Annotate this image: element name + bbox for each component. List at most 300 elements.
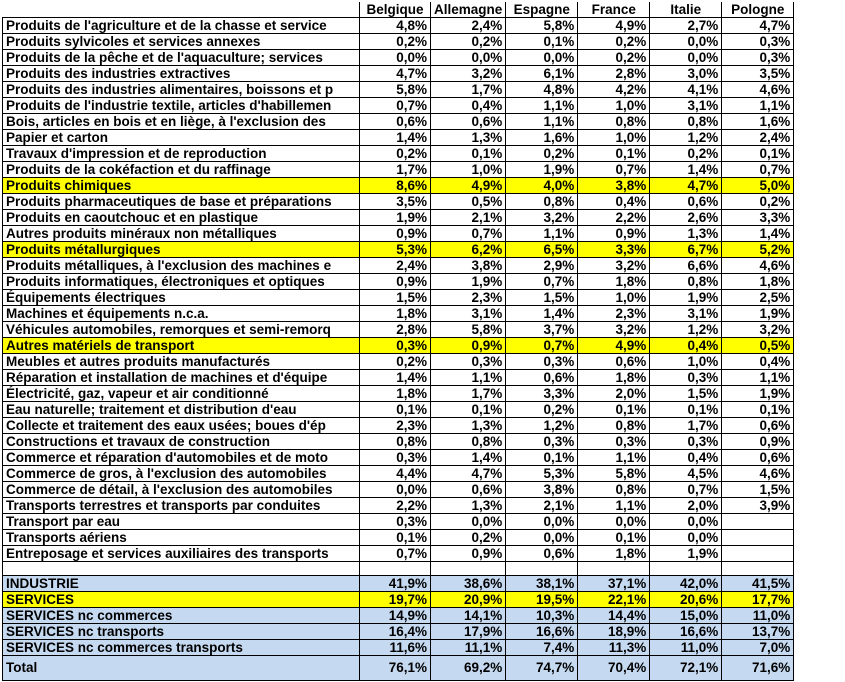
value-cell[interactable]: 1,3% <box>431 418 506 434</box>
row-label-cell[interactable]: Produits de la cokéfaction et du raffinage <box>3 162 360 178</box>
value-cell[interactable]: 1,4% <box>722 226 794 242</box>
value-cell[interactable]: 0,0% <box>578 514 650 530</box>
value-cell[interactable]: 0,0% <box>650 50 722 66</box>
value-cell[interactable]: 4,7% <box>650 178 722 194</box>
value-cell[interactable]: 0,8% <box>650 114 722 130</box>
value-cell[interactable]: 1,4% <box>506 306 578 322</box>
value-cell[interactable]: 0,7% <box>506 274 578 290</box>
value-cell[interactable]: 4,9% <box>578 338 650 354</box>
value-cell[interactable]: 3,7% <box>506 322 578 338</box>
value-cell[interactable]: 2,3% <box>431 290 506 306</box>
value-cell[interactable] <box>431 562 506 576</box>
value-cell[interactable]: 0,8% <box>578 114 650 130</box>
value-cell[interactable]: 0,4% <box>650 338 722 354</box>
value-cell[interactable]: 1,4% <box>360 130 431 146</box>
value-cell[interactable]: 0,2% <box>360 34 431 50</box>
row-label-cell[interactable]: Produits de la pêche et de l'aquaculture; services <box>3 50 360 66</box>
value-cell[interactable]: 5,3% <box>506 466 578 482</box>
value-cell[interactable] <box>360 562 431 576</box>
row-label-cell[interactable]: Total <box>3 656 360 681</box>
value-cell[interactable]: 0,4% <box>431 98 506 114</box>
value-cell[interactable]: 11,6% <box>360 640 431 656</box>
value-cell[interactable]: 3,2% <box>578 258 650 274</box>
row-label-cell[interactable]: SERVICES nc commerces <box>3 608 360 624</box>
value-cell[interactable]: 0,2% <box>722 194 794 210</box>
row-label-cell[interactable]: Produits de l'industrie textile, articles d'habillemen <box>3 98 360 114</box>
value-cell[interactable]: 37,1% <box>578 576 650 592</box>
value-cell[interactable]: 0,7% <box>578 162 650 178</box>
value-cell[interactable]: 2,2% <box>578 210 650 226</box>
value-cell[interactable]: 72,1% <box>650 656 722 681</box>
row-label-cell[interactable]: SERVICES nc commerces transports <box>3 640 360 656</box>
value-cell[interactable]: 15,0% <box>650 608 722 624</box>
value-cell[interactable]: 3,1% <box>431 306 506 322</box>
value-cell[interactable]: 0,1% <box>431 146 506 162</box>
value-cell[interactable]: 1,8% <box>578 370 650 386</box>
value-cell[interactable]: 1,7% <box>431 82 506 98</box>
value-cell[interactable]: 1,3% <box>650 226 722 242</box>
value-cell[interactable]: 0,1% <box>506 34 578 50</box>
value-cell[interactable]: 0,1% <box>578 402 650 418</box>
value-cell[interactable]: 70,4% <box>578 656 650 681</box>
value-cell[interactable]: 4,2% <box>578 82 650 98</box>
value-cell[interactable]: 0,9% <box>431 546 506 562</box>
value-cell[interactable]: 5,8% <box>578 466 650 482</box>
value-cell[interactable]: 0,8% <box>650 274 722 290</box>
value-cell[interactable]: 2,8% <box>360 322 431 338</box>
value-cell[interactable]: 0,0% <box>360 50 431 66</box>
value-cell[interactable]: 3,2% <box>506 210 578 226</box>
value-cell[interactable]: 14,1% <box>431 608 506 624</box>
value-cell[interactable]: 17,9% <box>431 624 506 640</box>
value-cell[interactable]: 1,7% <box>360 162 431 178</box>
value-cell[interactable]: 0,9% <box>431 338 506 354</box>
value-cell[interactable]: 76,1% <box>360 656 431 681</box>
row-label-cell[interactable]: Produits pharmaceutiques de base et préparations <box>3 194 360 210</box>
value-cell[interactable]: 2,9% <box>506 258 578 274</box>
value-cell[interactable]: 0,1% <box>578 146 650 162</box>
value-cell[interactable]: 1,8% <box>578 274 650 290</box>
value-cell[interactable]: 3,3% <box>578 242 650 258</box>
value-cell[interactable]: 0,6% <box>360 114 431 130</box>
column-header[interactable]: Italie <box>650 2 722 18</box>
value-cell[interactable]: 41,5% <box>722 576 794 592</box>
value-cell[interactable]: 2,7% <box>650 18 722 34</box>
value-cell[interactable]: 0,6% <box>431 114 506 130</box>
value-cell[interactable]: 3,1% <box>650 98 722 114</box>
value-cell[interactable]: 1,9% <box>506 162 578 178</box>
value-cell[interactable]: 4,7% <box>722 18 794 34</box>
value-cell[interactable]: 0,9% <box>722 434 794 450</box>
row-label-cell[interactable]: Transports aériens <box>3 530 360 546</box>
row-label-cell[interactable]: Papier et carton <box>3 130 360 146</box>
value-cell[interactable]: 2,4% <box>360 258 431 274</box>
value-cell[interactable]: 11,1% <box>431 640 506 656</box>
row-label-cell[interactable]: SERVICES <box>3 592 360 608</box>
value-cell[interactable]: 0,8% <box>360 434 431 450</box>
value-cell[interactable]: 0,6% <box>506 546 578 562</box>
value-cell[interactable]: 3,8% <box>578 178 650 194</box>
value-cell[interactable]: 1,5% <box>650 386 722 402</box>
value-cell[interactable]: 4,9% <box>578 18 650 34</box>
value-cell[interactable]: 71,6% <box>722 656 794 681</box>
table-row <box>3 178 794 194</box>
value-cell[interactable]: 5,0% <box>722 178 794 194</box>
value-cell[interactable]: 2,8% <box>578 66 650 82</box>
row-label-cell[interactable]: Travaux d'impression et de reproduction <box>3 146 360 162</box>
value-cell[interactable]: 0,2% <box>650 146 722 162</box>
row-label-cell[interactable]: INDUSTRIE <box>3 576 360 592</box>
value-cell[interactable]: 17,7% <box>722 592 794 608</box>
value-cell[interactable]: 3,5% <box>722 66 794 82</box>
value-cell[interactable]: 1,4% <box>431 450 506 466</box>
value-cell[interactable]: 3,2% <box>431 66 506 82</box>
row-label-cell[interactable]: Machines et équipements n.c.a. <box>3 306 360 322</box>
value-cell[interactable]: 0,1% <box>360 402 431 418</box>
value-cell[interactable]: 3,3% <box>722 210 794 226</box>
value-cell[interactable]: 1,3% <box>431 130 506 146</box>
row-label-cell[interactable]: Produits des industries extractives <box>3 66 360 82</box>
value-cell[interactable]: 19,5% <box>506 592 578 608</box>
column-header[interactable]: Allemagne <box>431 2 506 18</box>
value-cell[interactable]: 0,2% <box>360 354 431 370</box>
value-cell[interactable]: 1,7% <box>431 386 506 402</box>
value-cell[interactable]: 0,2% <box>431 530 506 546</box>
value-cell[interactable]: 3,9% <box>722 498 794 514</box>
value-cell[interactable]: 3,1% <box>650 306 722 322</box>
value-cell[interactable]: 0,3% <box>360 514 431 530</box>
value-cell[interactable]: 1,1% <box>431 370 506 386</box>
value-cell[interactable]: 0,8% <box>578 482 650 498</box>
value-cell[interactable]: 20,6% <box>650 592 722 608</box>
value-cell[interactable]: 6,6% <box>650 258 722 274</box>
value-cell[interactable]: 1,6% <box>722 114 794 130</box>
value-cell[interactable]: 0,9% <box>360 226 431 242</box>
value-cell[interactable]: 2,1% <box>431 210 506 226</box>
value-cell[interactable]: 0,0% <box>650 530 722 546</box>
row-label-cell[interactable]: Réparation et installation de machines et d'équipe <box>3 370 360 386</box>
value-cell[interactable]: 0,3% <box>360 450 431 466</box>
value-cell[interactable]: 0,8% <box>578 418 650 434</box>
value-cell[interactable]: 0,8% <box>506 194 578 210</box>
row-label-cell[interactable]: Commerce de gros, à l'exclusion des automobiles <box>3 466 360 482</box>
value-cell[interactable]: 1,4% <box>360 370 431 386</box>
value-cell[interactable]: 7,4% <box>506 640 578 656</box>
value-cell[interactable]: 1,2% <box>650 322 722 338</box>
value-cell[interactable] <box>722 546 794 562</box>
row-label-cell[interactable]: Véhicules automobiles, remorques et semi-remorq <box>3 322 360 338</box>
value-cell[interactable]: 3,2% <box>578 322 650 338</box>
row-label-cell[interactable]: Produits sylvicoles et services annexes <box>3 34 360 50</box>
value-cell[interactable]: 0,7% <box>506 338 578 354</box>
value-cell[interactable]: 0,7% <box>360 98 431 114</box>
value-cell[interactable]: 20,9% <box>431 592 506 608</box>
row-label-cell[interactable]: Bois, articles en bois et en liège, à l'exclusion des <box>3 114 360 130</box>
value-cell[interactable]: 3,3% <box>506 386 578 402</box>
row-label-cell[interactable]: Entreposage et services auxiliaires des transports <box>3 546 360 562</box>
value-cell[interactable]: 0,3% <box>650 370 722 386</box>
value-cell[interactable]: 3,0% <box>650 66 722 82</box>
value-cell[interactable]: 1,3% <box>431 498 506 514</box>
value-cell[interactable]: 0,4% <box>722 354 794 370</box>
value-cell[interactable]: 0,1% <box>722 402 794 418</box>
value-cell[interactable]: 0,3% <box>722 50 794 66</box>
value-cell[interactable]: 1,0% <box>431 162 506 178</box>
value-cell[interactable]: 0,3% <box>578 434 650 450</box>
value-cell[interactable]: 1,9% <box>722 386 794 402</box>
value-cell[interactable]: 0,7% <box>360 546 431 562</box>
value-cell[interactable]: 4,7% <box>431 466 506 482</box>
value-cell[interactable]: 38,1% <box>506 576 578 592</box>
column-header[interactable]: Pologne <box>722 2 794 18</box>
value-cell[interactable]: 1,5% <box>360 290 431 306</box>
value-cell[interactable]: 11,0% <box>722 608 794 624</box>
value-cell[interactable]: 4,1% <box>650 82 722 98</box>
value-cell[interactable]: 11,0% <box>650 640 722 656</box>
value-cell[interactable]: 0,6% <box>722 450 794 466</box>
row-label-cell[interactable]: Collecte et traitement des eaux usées; boues d'ép <box>3 418 360 434</box>
value-cell[interactable]: 1,8% <box>360 386 431 402</box>
value-cell[interactable]: 0,5% <box>431 194 506 210</box>
value-cell[interactable]: 1,9% <box>650 546 722 562</box>
value-cell[interactable]: 0,2% <box>506 402 578 418</box>
value-cell[interactable]: 1,4% <box>650 162 722 178</box>
value-cell[interactable]: 0,1% <box>722 146 794 162</box>
row-label-cell[interactable]: Constructions et travaux de construction <box>3 434 360 450</box>
value-cell[interactable]: 4,6% <box>722 466 794 482</box>
value-cell[interactable]: 3,8% <box>431 258 506 274</box>
row-label-cell[interactable]: Transport par eau <box>3 514 360 530</box>
table-row <box>3 50 794 66</box>
value-cell[interactable]: 1,0% <box>578 130 650 146</box>
value-cell[interactable]: 1,1% <box>578 498 650 514</box>
row-label-cell[interactable]: Produits métalliques, à l'exclusion des machines e <box>3 258 360 274</box>
value-cell[interactable]: 5,8% <box>360 82 431 98</box>
column-header[interactable]: France <box>578 2 650 18</box>
row-label-cell[interactable]: Transports terrestres et transports par conduites <box>3 498 360 514</box>
value-cell[interactable]: 16,6% <box>506 624 578 640</box>
table-row <box>3 162 794 178</box>
value-cell[interactable]: 0,7% <box>431 226 506 242</box>
value-cell[interactable]: 1,2% <box>650 130 722 146</box>
row-label-cell[interactable]: Électricité, gaz, vapeur et air conditionné <box>3 386 360 402</box>
row-label-cell[interactable]: Produits informatiques, électroniques et optiques <box>3 274 360 290</box>
value-cell[interactable]: 1,1% <box>722 370 794 386</box>
value-cell[interactable]: 0,0% <box>506 514 578 530</box>
row-label-cell[interactable]: Produits chimiques <box>3 178 360 194</box>
value-cell[interactable]: 3,8% <box>506 482 578 498</box>
value-cell[interactable]: 5,2% <box>722 242 794 258</box>
value-cell[interactable]: 1,0% <box>650 354 722 370</box>
value-cell[interactable]: 41,9% <box>360 576 431 592</box>
value-cell[interactable]: 2,5% <box>722 290 794 306</box>
value-cell[interactable]: 1,9% <box>650 290 722 306</box>
value-cell[interactable]: 0,2% <box>578 34 650 50</box>
value-cell[interactable]: 1,8% <box>360 306 431 322</box>
value-cell[interactable]: 38,6% <box>431 576 506 592</box>
value-cell[interactable]: 0,2% <box>431 34 506 50</box>
value-cell[interactable]: 6,5% <box>506 242 578 258</box>
value-cell[interactable]: 14,9% <box>360 608 431 624</box>
value-cell[interactable]: 3,5% <box>360 194 431 210</box>
value-cell[interactable]: 0,4% <box>578 194 650 210</box>
value-cell[interactable]: 0,6% <box>578 354 650 370</box>
value-cell[interactable]: 0,0% <box>650 514 722 530</box>
row-label-cell[interactable]: Meubles et autres produits manufacturés <box>3 354 360 370</box>
value-cell[interactable]: 0,1% <box>360 530 431 546</box>
value-cell[interactable]: 0,3% <box>431 354 506 370</box>
value-cell[interactable]: 5,3% <box>360 242 431 258</box>
value-cell[interactable]: 0,8% <box>431 434 506 450</box>
value-cell[interactable]: 6,1% <box>506 66 578 82</box>
value-cell[interactable]: 11,3% <box>578 640 650 656</box>
row-label-cell[interactable]: Équipements électriques <box>3 290 360 306</box>
value-cell[interactable]: 1,2% <box>506 418 578 434</box>
value-cell[interactable] <box>722 514 794 530</box>
value-cell[interactable]: 2,0% <box>578 386 650 402</box>
value-cell[interactable]: 74,7% <box>506 656 578 681</box>
row-label-cell[interactable]: Autres matériels de transport <box>3 338 360 354</box>
value-cell[interactable]: 0,2% <box>506 146 578 162</box>
value-cell[interactable]: 18,9% <box>578 624 650 640</box>
value-cell[interactable]: 7,0% <box>722 640 794 656</box>
row-label-cell[interactable]: Produits des industries alimentaires, boissons et p <box>3 82 360 98</box>
value-cell[interactable]: 4,7% <box>360 66 431 82</box>
value-cell[interactable]: 1,7% <box>650 418 722 434</box>
value-cell[interactable] <box>650 562 722 576</box>
value-cell[interactable]: 0,4% <box>650 450 722 466</box>
value-cell[interactable]: 0,1% <box>506 450 578 466</box>
value-cell[interactable]: 1,1% <box>506 114 578 130</box>
value-cell[interactable]: 4,5% <box>650 466 722 482</box>
value-cell[interactable]: 4,0% <box>506 178 578 194</box>
value-cell[interactable]: 0,1% <box>650 402 722 418</box>
value-cell[interactable]: 0,9% <box>360 274 431 290</box>
value-cell[interactable]: 1,1% <box>578 450 650 466</box>
header-corner[interactable] <box>3 2 360 18</box>
value-cell[interactable]: 2,3% <box>578 306 650 322</box>
value-cell[interactable]: 2,0% <box>650 498 722 514</box>
value-cell[interactable] <box>722 562 794 576</box>
value-cell[interactable]: 0,3% <box>722 34 794 50</box>
value-cell[interactable]: 6,7% <box>650 242 722 258</box>
value-cell[interactable]: 1,0% <box>578 98 650 114</box>
value-cell[interactable]: 5,8% <box>506 18 578 34</box>
row-label-cell[interactable]: Produits de l'agriculture et de la chasse et service <box>3 18 360 34</box>
value-cell[interactable]: 1,8% <box>722 274 794 290</box>
value-cell[interactable]: 3,2% <box>722 322 794 338</box>
value-cell[interactable] <box>506 562 578 576</box>
table-row <box>3 258 794 274</box>
value-cell[interactable]: 4,6% <box>722 82 794 98</box>
value-cell[interactable]: 1,6% <box>506 130 578 146</box>
value-cell[interactable]: 1,9% <box>431 274 506 290</box>
value-cell[interactable]: 0,0% <box>431 50 506 66</box>
value-cell[interactable]: 0,0% <box>360 482 431 498</box>
value-cell[interactable]: 6,2% <box>431 242 506 258</box>
value-cell[interactable]: 0,6% <box>431 482 506 498</box>
value-cell[interactable]: 13,7% <box>722 624 794 640</box>
value-cell[interactable]: 1,1% <box>722 98 794 114</box>
value-cell[interactable]: 0,5% <box>722 338 794 354</box>
value-cell[interactable]: 0,9% <box>578 226 650 242</box>
value-cell[interactable]: 2,2% <box>360 498 431 514</box>
value-cell[interactable]: 16,6% <box>650 624 722 640</box>
value-cell[interactable]: 0,7% <box>722 162 794 178</box>
value-cell[interactable]: 2,6% <box>650 210 722 226</box>
value-cell[interactable]: 10,3% <box>506 608 578 624</box>
value-cell[interactable]: 4,8% <box>360 18 431 34</box>
value-cell[interactable]: 0,0% <box>431 514 506 530</box>
value-cell[interactable]: 0,3% <box>650 434 722 450</box>
value-cell[interactable]: 0,6% <box>506 370 578 386</box>
value-cell[interactable] <box>722 530 794 546</box>
row-label-cell[interactable]: Commerce et réparation d'automobiles et de moto <box>3 450 360 466</box>
value-cell[interactable]: 0,3% <box>506 354 578 370</box>
value-cell[interactable]: 1,1% <box>506 226 578 242</box>
row-label-cell[interactable]: Produits métallurgiques <box>3 242 360 258</box>
value-cell[interactable]: 4,8% <box>506 82 578 98</box>
value-cell[interactable]: 2,4% <box>722 130 794 146</box>
row-label-cell[interactable]: SERVICES nc transports <box>3 624 360 640</box>
value-cell[interactable]: 1,1% <box>506 98 578 114</box>
value-cell[interactable]: 0,1% <box>578 530 650 546</box>
column-header[interactable]: Espagne <box>506 2 578 18</box>
value-cell[interactable] <box>578 562 650 576</box>
value-cell[interactable]: 0,2% <box>578 50 650 66</box>
value-cell[interactable]: 0,0% <box>506 50 578 66</box>
value-cell[interactable]: 0,0% <box>650 34 722 50</box>
row-label-cell[interactable]: Eau naturelle; traitement et distribution d'eau <box>3 402 360 418</box>
value-cell[interactable]: 8,6% <box>360 178 431 194</box>
value-cell[interactable]: 0,3% <box>506 434 578 450</box>
table-row <box>3 434 794 450</box>
row-label-cell[interactable]: Produits en caoutchouc et en plastique <box>3 210 360 226</box>
value-cell[interactable]: 1,5% <box>722 482 794 498</box>
value-cell[interactable]: 5,8% <box>431 322 506 338</box>
value-cell[interactable]: 69,2% <box>431 656 506 681</box>
row-label-cell[interactable]: Commerce de détail, à l'exclusion des automobiles <box>3 482 360 498</box>
column-header[interactable]: Belgique <box>360 2 431 18</box>
value-cell[interactable]: 14,4% <box>578 608 650 624</box>
value-cell[interactable]: 4,4% <box>360 466 431 482</box>
value-cell[interactable]: 2,4% <box>431 18 506 34</box>
value-cell[interactable]: 1,5% <box>506 290 578 306</box>
table-row <box>3 656 794 681</box>
value-cell[interactable]: 22,1% <box>578 592 650 608</box>
value-cell[interactable]: 0,3% <box>360 338 431 354</box>
value-cell[interactable]: 0,7% <box>650 482 722 498</box>
value-cell[interactable]: 19,7% <box>360 592 431 608</box>
value-cell[interactable]: 0,6% <box>650 194 722 210</box>
value-cell[interactable]: 1,9% <box>360 210 431 226</box>
value-cell[interactable]: 2,3% <box>360 418 431 434</box>
value-cell[interactable]: 0,0% <box>506 530 578 546</box>
value-cell[interactable]: 4,6% <box>722 258 794 274</box>
value-cell[interactable]: 1,0% <box>578 290 650 306</box>
value-cell[interactable]: 4,9% <box>431 178 506 194</box>
value-cell[interactable]: 1,9% <box>722 306 794 322</box>
value-cell[interactable]: 42,0% <box>650 576 722 592</box>
value-cell[interactable]: 1,8% <box>578 546 650 562</box>
value-cell[interactable]: 0,2% <box>360 146 431 162</box>
value-cell[interactable]: 16,4% <box>360 624 431 640</box>
value-cell[interactable]: 0,1% <box>431 402 506 418</box>
value-cell[interactable]: 0,6% <box>722 418 794 434</box>
value-cell[interactable]: 2,1% <box>506 498 578 514</box>
row-label-cell[interactable]: Autres produits minéraux non métalliques <box>3 226 360 242</box>
row-label-cell[interactable] <box>3 562 360 576</box>
